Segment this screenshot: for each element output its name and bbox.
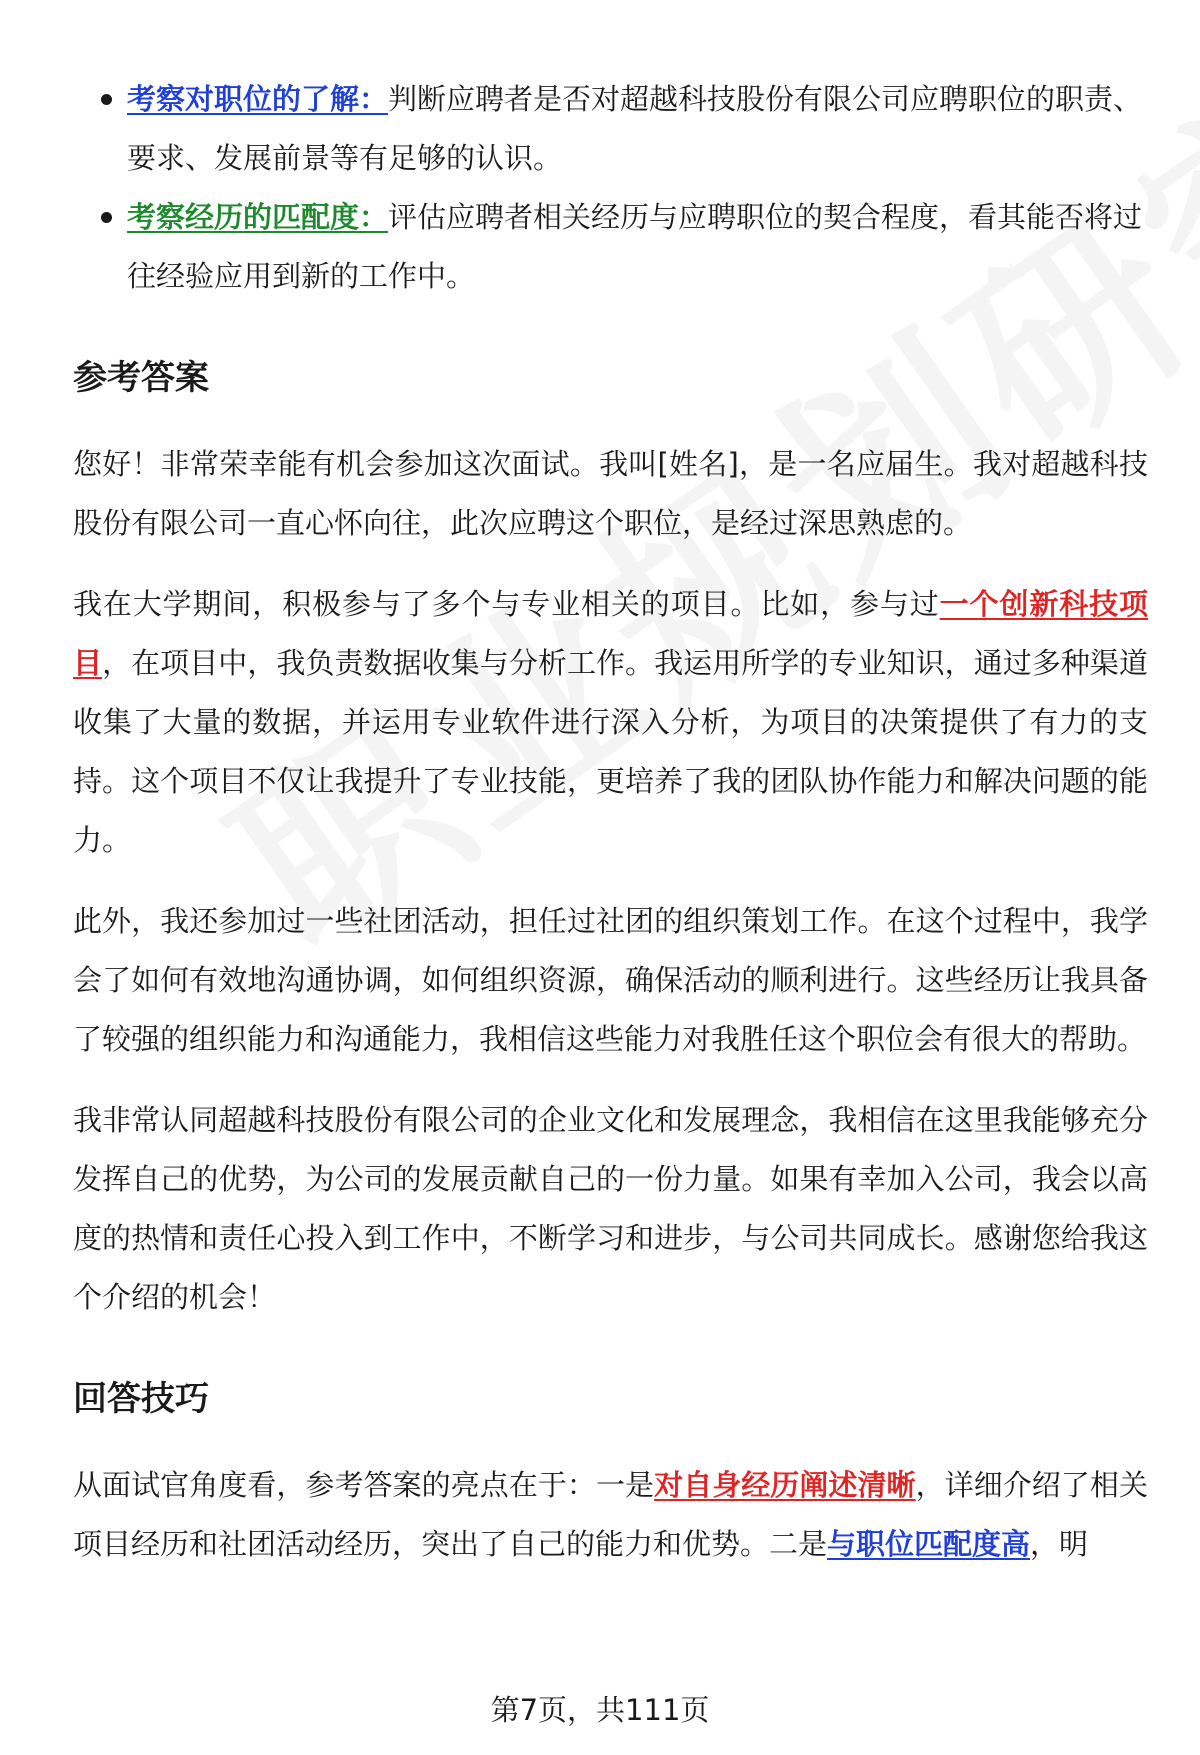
bullet-dot-icon <box>101 212 112 223</box>
page-number: 第7页，共111页 <box>490 1693 710 1727</box>
bullet-dot-icon <box>101 94 112 105</box>
tips-paragraph-1 <box>73 1456 1148 1574</box>
paragraph-text: 我在大学期间，积极参与了多个与专业相关的项目。比如，参与过 <box>73 587 940 621</box>
keyword-label: 考察对职位的了解： <box>127 82 389 116</box>
list-item-text: 评估应聘者相关经历与应聘职位的契合程度，看其能否将过往经验应用到新的工作中。 <box>127 200 1143 293</box>
list-item <box>73 188 1148 306</box>
answer-paragraph-4: 我非常认同超越科技股份有限公司的企业文化和发展理念，我相信在这里我能够充分发挥自己的优势，为公司的发展贡献自己的一份力量。如果有幸加入公司，我会以高度的热情和责任心投入到工作中，不断学习和进步，与公司共同成长。感谢您给我这个介绍的机会！ <box>73 1103 1148 1314</box>
section-title-tips: 回答技巧 <box>73 1379 209 1419</box>
paragraph-text: 从面试官角度看，参考答案的亮点在于：一是 <box>73 1468 655 1502</box>
evaluation-points-list <box>73 70 1148 306</box>
paragraph-text: ，在项目中，我负责数据收集与分析工作。我运用所学的专业知识，通过多种渠道收集了大量的数据，并运用专业软件进行深入分析，为项目的决策提供了有力的支持。这个项目不仅让我提升了专业技能，更培养了我的团队协作能力和解决问题的能力。 <box>73 646 1148 857</box>
answer-paragraph-1: 您好！非常荣幸能有机会参加这次面试。我叫[姓名]，是一名应届生。我对超越科技股份有限公司一直心怀向往，此次应聘这个职位，是经过深思熟虑的。 <box>73 447 1148 540</box>
list-item <box>73 70 1148 188</box>
highlight-text: 与职位匹配度高 <box>827 1527 1031 1561</box>
page-content <box>73 70 1148 1574</box>
paragraph-text: ，详细介绍了相关项目经历和社团活动经历，突出了自己的能力和优势。二是 <box>73 1468 1148 1561</box>
highlight-text: 一个创新科技项目 <box>73 587 1148 680</box>
answer-paragraph-2 <box>73 575 1148 870</box>
answer-paragraph-3: 此外，我还参加过一些社团活动，担任过社团的组织策划工作。在这个过程中，我学会了如何有效地沟通协调，如何组织资源，确保活动的顺利进行。这些经历让我具备了较强的组织能力和沟通能力，我相信这些能力对我胜任这个职位会有很大的帮助。 <box>73 904 1148 1056</box>
list-item-text: 判断应聘者是否对超越科技股份有限公司应聘职位的职责、要求、发展前景等有足够的认识。 <box>127 82 1143 175</box>
section-title-answer: 参考答案 <box>73 358 209 398</box>
keyword-label: 考察经历的匹配度： <box>127 200 389 234</box>
highlight-text: 对自身经历阐述清晰 <box>654 1468 916 1502</box>
paragraph-text: ，明 <box>1030 1527 1089 1561</box>
